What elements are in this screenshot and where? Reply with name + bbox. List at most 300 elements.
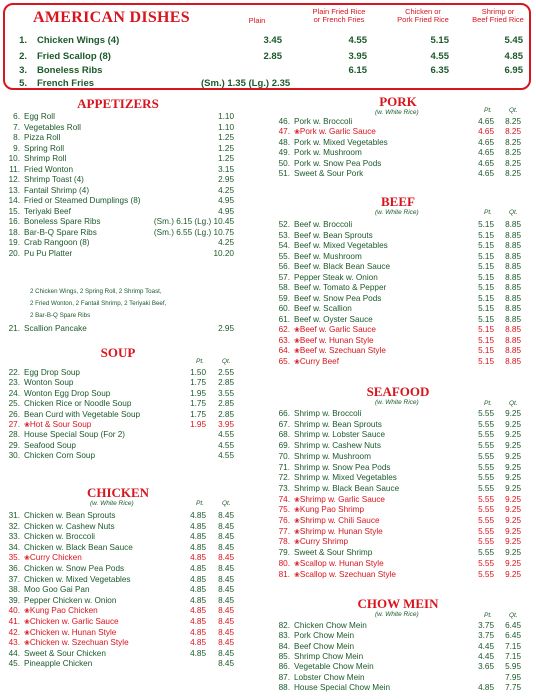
item-name: [24, 196, 141, 206]
item-name: [294, 642, 354, 652]
menu-item: [270, 452, 526, 462]
item-name-text: House Special Soup (For 2): [24, 430, 126, 440]
item-price-pint: 4.85: [190, 532, 206, 542]
menu-item: [0, 596, 236, 606]
col-chicken-fried-rice: Chicken or Pork Fried Rice: [397, 7, 449, 24]
section-title-appetizers: APPETIZERS: [77, 96, 159, 111]
item-price-quart: 7.15: [505, 651, 521, 661]
item-price: 4.55: [348, 35, 367, 46]
item-price-quart: 8.85: [505, 304, 521, 313]
menu-item: [270, 262, 526, 272]
item-price: 10.20: [213, 248, 234, 258]
item-number: 1.: [19, 35, 27, 46]
item-name: [294, 495, 385, 506]
item-name: [24, 553, 82, 564]
item-price: (Sm.) 6.55 (Lg.) 10.75: [153, 227, 234, 237]
item-name-text: Curry Beef: [299, 356, 340, 366]
item-number: 34.: [8, 542, 20, 552]
item-name: [24, 596, 116, 606]
menu-item: [0, 133, 236, 143]
item-number: 24.: [8, 388, 20, 398]
item-name: [24, 606, 98, 617]
menu-item: [270, 159, 526, 169]
item-name: [294, 621, 367, 631]
col-plain: Plain: [248, 16, 266, 25]
item-price-pint: 5.15: [478, 262, 494, 271]
item-price-quart: 4.55: [218, 440, 234, 450]
item-number: 81.: [278, 569, 290, 579]
item-number: 66.: [278, 409, 290, 418]
item-number: 74.: [278, 494, 290, 504]
chili-pepper-icon: ❀: [294, 518, 300, 525]
item-name-text: Beef w. Broccoli: [294, 220, 353, 229]
item-name-text: Pork w. Mushroom: [294, 148, 362, 158]
item-number: 45.: [8, 659, 20, 669]
item-name: [24, 532, 95, 542]
item-price-pint: 4.85: [190, 595, 206, 605]
item-name-text: Beef w. Szechuan Style: [299, 346, 386, 355]
item-price: 5.15: [430, 35, 449, 46]
item-price-pint: 5.15: [478, 230, 494, 240]
item-price-pint: 4.65: [478, 137, 494, 147]
item-number: 68.: [278, 430, 290, 440]
item-price-quart: 9.25: [505, 473, 521, 483]
item-number: 43.: [8, 638, 20, 648]
item-price-pint: 1.95: [190, 388, 206, 398]
item-price-pint: 4.85: [190, 574, 206, 584]
chili-pepper-icon: ❀: [294, 337, 300, 345]
item-number: 38.: [8, 585, 20, 595]
item-price-pint: 5.15: [478, 304, 494, 313]
item-name: [24, 186, 89, 196]
item-name-text: Shrimp w. Mushroom: [294, 451, 371, 461]
item-price: 2.95: [218, 175, 234, 184]
item-name: [294, 662, 374, 672]
item-name: Fried Scallop (8): [37, 51, 111, 62]
menu-item: [0, 196, 236, 206]
col-quart: Qt.: [509, 400, 518, 407]
item-price-quart: 3.55: [218, 388, 234, 398]
col-shrimp-fried-rice: Shrimp or Beef Fried Rice: [472, 7, 524, 24]
item-number: 54.: [278, 241, 290, 250]
item-name-text: Egg Drop Soup: [24, 368, 80, 377]
item-price-quart: 2.55: [218, 368, 234, 377]
item-price-quart: 8.25: [505, 127, 521, 137]
item-price-pint: 3.75: [478, 631, 494, 641]
item-price: 5.45: [504, 35, 523, 46]
menu-item: [270, 430, 526, 440]
item-name-text: Egg Roll: [24, 112, 55, 121]
item-name-text: Chicken w. Garlic Sauce: [29, 617, 119, 626]
item-name: French Fries: [37, 78, 95, 89]
menu-item: [0, 522, 236, 532]
menu-item: [270, 662, 526, 672]
item-price-pint: 5.55: [478, 548, 494, 558]
menu-item: [270, 252, 526, 262]
item-name: [294, 252, 362, 262]
menu-item: [270, 169, 526, 179]
item-name-text: Shrimp w. Lobster Sauce: [294, 430, 386, 440]
item-name-text: Moo Goo Gai Pan: [24, 585, 90, 595]
item-number: 2.: [19, 51, 27, 62]
item-number: 65.: [278, 356, 290, 366]
item-number: 7.: [13, 122, 20, 132]
item-price-pint: 5.15: [478, 314, 494, 324]
item-price-pint: 5.15: [478, 346, 494, 355]
item-price-quart: 8.45: [218, 542, 234, 552]
menu-item: [270, 138, 526, 148]
item-name-text: Shrimp w. Bean Sprouts: [294, 419, 382, 429]
item-name-text: Kung Pao Shrimp: [299, 505, 365, 515]
item-name-text: Seafood Soup: [24, 440, 76, 450]
item-name-text: Vegetables Roll: [24, 122, 81, 132]
item-name-text: Chicken w. Mixed Vegetables: [24, 574, 131, 584]
chili-pepper-icon: ❀: [294, 507, 300, 515]
item-number: 70.: [278, 451, 290, 461]
chili-pepper-icon: ❀: [294, 129, 300, 137]
item-number: 33.: [8, 532, 20, 542]
item-price-pint: 5.15: [478, 241, 494, 250]
item-number: 82.: [278, 621, 290, 630]
item-name-text: Pork w. Snow Pea Pods: [294, 158, 382, 168]
item-number: 11.: [9, 164, 20, 174]
item-price-quart: 8.85: [505, 230, 521, 240]
item-price-pint: 1.75: [190, 399, 206, 409]
item-number: 73.: [278, 483, 290, 493]
item-price-pint: 5.55: [478, 569, 494, 579]
item-number: 62.: [278, 325, 290, 334]
item-number: 51.: [278, 169, 290, 178]
item-name-text: Shrimp w. Black Bean Sauce: [294, 483, 400, 493]
menu-item: [270, 315, 526, 325]
item-price-quart: 9.25: [505, 548, 521, 558]
item-name: Boneless Ribs: [37, 65, 103, 76]
item-name: [294, 169, 363, 179]
item-name-text: Pepper Steak w. Onion: [294, 272, 378, 282]
item-number: 59.: [278, 293, 290, 303]
item-price: 6.15: [348, 65, 367, 76]
chili-pepper-icon: ❀: [24, 555, 30, 563]
item-price-quart: 9.25: [505, 409, 521, 418]
item-price-quart: 4.55: [218, 451, 234, 461]
item-price-pint: 5.55: [478, 494, 494, 504]
item-name: [24, 249, 72, 259]
item-number: 35.: [8, 553, 20, 563]
col-quart: Qt.: [509, 612, 518, 619]
menu-item: [5, 35, 529, 47]
item-number: 56.: [278, 262, 290, 271]
item-number: 26.: [8, 409, 20, 419]
item-price-quart: 8.45: [218, 617, 234, 626]
item-name-text: Shrimp Toast (4): [24, 175, 84, 184]
item-price-pint: 5.15: [478, 293, 494, 303]
item-name-text: Pizza Roll: [24, 133, 61, 142]
item-name: [294, 346, 386, 357]
section-title-chicken: CHICKEN: [86, 485, 150, 500]
item-price-quart: 9.25: [505, 483, 521, 493]
item-name-text: Shrimp w. Garlic Sauce: [299, 494, 385, 504]
chili-pepper-icon: ❀: [24, 608, 30, 616]
item-name: [24, 144, 64, 154]
item-name-text: Shrimp w. Broccoli: [294, 409, 362, 418]
item-name: [294, 631, 354, 641]
item-number: 42.: [8, 627, 20, 637]
item-name: [294, 537, 348, 548]
item-number: 9.: [13, 143, 20, 153]
item-price: 4.95: [218, 196, 234, 205]
item-name-text: Pork w. Garlic Sauce: [299, 127, 376, 137]
item-price: 1.25: [218, 154, 234, 163]
item-name-text: Shrimp Chow Mein: [294, 651, 364, 661]
item-name-text: Beef w. Mushroom: [294, 251, 362, 261]
item-name: [294, 283, 386, 293]
item-price-quart: 9.25: [505, 462, 521, 472]
menu-item: [270, 148, 526, 158]
item-price: (Sm.) 6.15 (Lg.) 10.45: [153, 217, 234, 226]
item-name: [294, 262, 390, 272]
item-name-text: House Special Chow Mein: [294, 682, 391, 692]
menu-item: [270, 683, 526, 693]
menu-item: [5, 65, 529, 77]
menu-item: [270, 325, 526, 335]
menu-item: [270, 673, 526, 683]
item-name: [294, 325, 376, 336]
item-name: [24, 441, 76, 451]
item-name-text: Hot & Sour Soup: [29, 420, 92, 429]
item-price-quart: 8.85: [505, 356, 521, 366]
item-price-pint: 4.85: [190, 648, 206, 658]
item-price: (Sm.) 1.35 (Lg.) 2.35: [201, 78, 291, 89]
menu-item: [0, 378, 236, 388]
menu-item: [0, 649, 236, 659]
item-price-pint: 4.85: [190, 617, 206, 626]
item-name-text: Fried Wonton: [24, 164, 73, 174]
menu-item: [0, 324, 236, 334]
item-price-quart: 8.85: [505, 220, 521, 229]
item-number: 75.: [278, 505, 290, 515]
item-number: 18.: [8, 227, 20, 237]
item-name-text: Chicken Rice or Noodle Soup: [24, 399, 132, 409]
item-number: 5.: [19, 78, 27, 89]
menu-item: [270, 463, 526, 473]
item-name: [294, 484, 399, 494]
item-price-quart: 8.85: [505, 272, 521, 282]
item-price: 3.45: [263, 35, 282, 46]
item-name-text: Beef w. Bean Sprouts: [294, 230, 373, 240]
item-number: 60.: [278, 304, 290, 313]
item-name: [294, 463, 390, 473]
item-price-pint: 4.85: [190, 521, 206, 531]
item-name-text: Shrimp w. Snow Pea Pods: [294, 462, 391, 472]
item-number: 44.: [8, 648, 20, 658]
col-pint: Pt.: [484, 612, 492, 619]
menu-item: [0, 112, 236, 122]
section-title-chowmein: CHOW MEIN: [357, 596, 439, 611]
col-plain-fried-rice: Plain Fried Rice or French Fries: [312, 7, 366, 24]
item-name-text: Beef w. Snow Pea Pods: [294, 293, 382, 303]
item-price-pint: 4.85: [190, 511, 206, 520]
item-price: 4.25: [218, 238, 234, 247]
item-price-pint: 5.55: [478, 558, 494, 568]
item-name: [24, 378, 73, 388]
item-price-pint: 5.55: [478, 409, 494, 418]
item-price-pint: 4.65: [478, 148, 494, 158]
item-name: [294, 548, 372, 558]
menu-item: [270, 484, 526, 494]
item-price-pint: 5.15: [478, 356, 494, 366]
item-name-text: Beef w. Scallion: [294, 304, 352, 313]
menu-item: [0, 389, 236, 399]
item-price-pint: 5.55: [478, 441, 494, 451]
item-name: [294, 473, 397, 483]
item-price-pint: 5.55: [478, 419, 494, 429]
item-price-pint: 3.65: [478, 662, 494, 672]
menu-item: [0, 628, 236, 638]
item-number: 63.: [278, 335, 290, 345]
col-pint: Pt.: [484, 107, 492, 114]
item-price-quart: 8.45: [218, 521, 234, 531]
item-name-text: Chicken w. Cashew Nuts: [24, 521, 115, 531]
item-name: [294, 559, 384, 570]
menu-item: [0, 451, 236, 461]
menu-item: [0, 441, 236, 451]
item-price: 1.10: [218, 112, 234, 121]
item-price-pint: 5.15: [478, 272, 494, 282]
menu-item: [0, 564, 236, 574]
item-name-text: Kung Pao Chicken: [29, 606, 98, 616]
item-name: [24, 649, 106, 659]
item-name-text: Wonton Egg Drop Soup: [24, 388, 111, 398]
item-name-text: Chicken w. Hunan Style: [29, 627, 117, 637]
item-price: 4.25: [218, 185, 234, 195]
menu-item: [0, 154, 236, 164]
item-name-text: Beef w. Hunan Style: [299, 335, 374, 345]
menu-item: [270, 505, 526, 515]
item-name: [294, 273, 378, 283]
item-name-text: Pork w. Broccoli: [294, 117, 353, 126]
item-number: 41.: [8, 617, 20, 626]
item-number: 58.: [278, 283, 290, 292]
item-name: [294, 673, 365, 683]
item-name-text: Pork w. Mixed Vegetables: [294, 137, 388, 147]
chili-pepper-icon: ❀: [294, 358, 300, 366]
item-name: [294, 148, 362, 158]
item-price-quart: 6.45: [505, 621, 521, 630]
item-price-quart: 8.45: [218, 648, 234, 658]
item-name: [294, 652, 363, 662]
menu-item: [270, 621, 526, 631]
item-price-quart: 8.45: [218, 585, 234, 595]
item-number: 84.: [278, 641, 290, 651]
item-name-text: Shrimp w. Cashew Nuts: [294, 441, 381, 451]
item-price-pint: 5.15: [478, 220, 494, 229]
item-price-quart: 9.25: [505, 558, 521, 568]
item-number: 3.: [19, 65, 27, 76]
item-number: 71.: [278, 462, 290, 472]
item-number: 22.: [8, 368, 20, 377]
item-number: 28.: [8, 430, 20, 440]
item-price: 2.95: [218, 324, 234, 333]
item-name-text: Pu Pu Platter: [24, 248, 73, 258]
item-number: 13.: [8, 185, 20, 195]
item-price-pint: 5.15: [478, 251, 494, 261]
chili-pepper-icon: ❀: [24, 629, 30, 637]
item-name-text: Shrimp w. Mixed Vegetables: [294, 473, 397, 483]
item-name: [294, 527, 383, 538]
menu-item: [0, 217, 236, 227]
chili-pepper-icon: ❀: [24, 619, 30, 626]
item-price: 1.10: [218, 122, 234, 132]
item-price-quart: 8.85: [505, 346, 521, 355]
item-number: 67.: [278, 419, 290, 429]
menu-item: [270, 631, 526, 641]
item-number: 80.: [278, 558, 290, 568]
menu-item: [0, 238, 236, 248]
item-price-quart: 8.45: [218, 574, 234, 584]
item-name-text: Shrimp Roll: [24, 154, 67, 163]
item-name-text: Beef w. Oyster Sauce: [294, 314, 373, 324]
col-quart: Qt.: [222, 500, 231, 507]
menu-item: [270, 559, 526, 569]
menu-item: [0, 249, 236, 259]
section-title-beef: BEEF: [381, 194, 415, 209]
item-number: 87.: [278, 672, 290, 682]
chili-pepper-icon: ❀: [294, 571, 300, 579]
item-price-quart: 9.25: [505, 569, 521, 579]
item-name: [24, 575, 131, 585]
item-price-pint: 5.15: [478, 335, 494, 345]
menu-item: [0, 659, 236, 669]
item-name: [24, 238, 90, 248]
item-name: Scallion Pancake: [24, 324, 87, 333]
item-name-text: Chicken w. Szechuan Style: [29, 638, 129, 648]
col-quart: Qt.: [222, 358, 231, 365]
pupu-note: 2 Chicken Wings, 2 Spring Roll, 2 Shrimp Toast,: [30, 288, 162, 295]
item-number: 21.: [8, 324, 20, 333]
item-price: 4.95: [218, 206, 234, 216]
chili-pepper-icon: ❀: [24, 422, 30, 429]
item-price-quart: 8.85: [505, 241, 521, 250]
item-name: [294, 117, 352, 127]
item-price: 3.95: [348, 51, 367, 62]
item-price-quart: 8.85: [505, 325, 521, 334]
menu-item: [270, 231, 526, 241]
item-number: 55.: [278, 251, 290, 261]
item-price-quart: 6.45: [505, 631, 521, 641]
item-number: 19.: [8, 238, 20, 247]
menu-item: [270, 420, 526, 430]
item-price-quart: 2.85: [218, 409, 234, 419]
menu-item: [0, 368, 236, 378]
item-number: 85.: [278, 651, 290, 661]
item-number: 30.: [8, 451, 20, 461]
section-title-american: AMERICAN DISHES: [33, 9, 190, 26]
item-name-text: Pineapple Chicken: [24, 659, 93, 669]
item-price-pint: 4.85: [190, 638, 206, 648]
item-number: 61.: [278, 314, 290, 324]
item-price-quart: 8.85: [505, 314, 521, 324]
item-price-pint: 5.55: [478, 537, 494, 547]
item-price: 6.35: [430, 65, 449, 76]
item-number: 50.: [278, 158, 290, 168]
item-name: [24, 228, 97, 238]
item-name: [294, 420, 382, 430]
item-price-quart: 9.25: [505, 516, 521, 525]
item-number: 64.: [278, 346, 290, 355]
pupu-note: 2 Fried Wonton, 2 Fantail Shrimp, 2 Teriyaki Beef,: [30, 300, 167, 307]
col-pint: Pt.: [196, 358, 204, 365]
item-price-quart: 8.85: [505, 293, 521, 303]
